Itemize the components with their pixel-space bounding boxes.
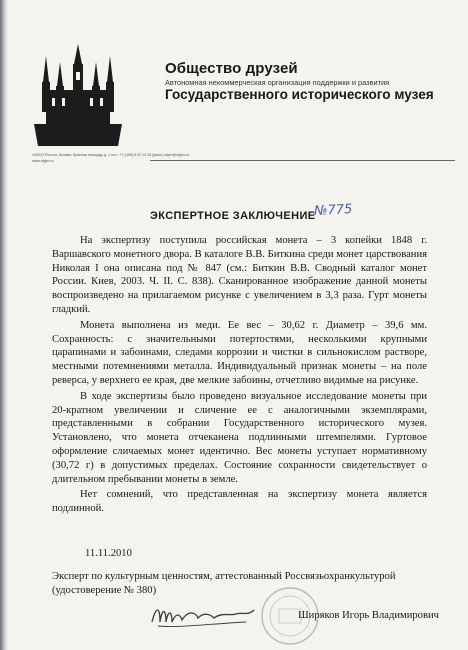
document-date: 11.11.2010 xyxy=(85,548,132,559)
header-contacts: 109012 Россия, Москва, Красная площадь д. 1 тел.: +7 (495) 6 92 13 28 (факс) ofgim@ofgim.ru www.ofgim.ru xyxy=(32,153,190,163)
org-name: Общество друзей xyxy=(165,60,298,77)
body-paragraph-1: На экспертизу поступила российская монета – 3 копейки 1848 г. Варшавского монетного двора. В каталоге В.В. Биткина среди монет царствования Николая I она описана под № 847 (см.: Биткин В.В. Сводный каталог монет России. Киев, 2003. Ч. II. С. 838). Сканированное изображение данной монеты воспроизведено на прилагаемом рисунке с увеличением в 3,3 раза. Гурт монеты гладкий. xyxy=(52,235,427,315)
document-title: ЭКСПЕРТНОЕ ЗАКЛЮЧЕНИЕ xyxy=(150,210,316,222)
body-paragraph-2: Монета выполнена из меди. Ее вес – 30,62 г. Диаметр – 39,6 мм. Сохранность: с значительными потертостями, несколькими крупными царапинами и забоинами, следами коррозии и чистки в сильнокислом растворе, местными потемнениями металла. Индивидуальный признак монеты – на поле реверса, у верхнего ее края, две мелкие забоины, отчетливо видимые на рисунке. xyxy=(52,319,427,386)
expert-credentials-line2: (удостоверение № 380) xyxy=(52,584,157,596)
header-divider xyxy=(150,160,455,161)
document-body xyxy=(52,234,427,518)
museum-building-logo xyxy=(32,42,124,148)
expert-name: Ширяков Игорь Владимирович xyxy=(298,610,439,621)
expert-credentials-line1: Эксперт по культурным ценностям, аттестованный Россвязьохранкультурой xyxy=(52,571,396,582)
body-paragraph-4: Нет сомнений, что представленная на экспертизу монета является подлинной. xyxy=(52,489,427,515)
handwritten-signature xyxy=(148,600,258,632)
body-paragraph-3: В ходе экспертизы было проведено визуальное исследование монеты при 20-кратном увеличении и сличение ее с аналогичными экземплярами, представленными в собрании Государственного исторического музея. Установлено, что монета отчеканена подлинными штемпелями. Гуртовое оформление сличаемых монет идентично. Вес монеты уступает нормативному (30,72 г) в допустимых пределах. Состояние сохранности свидетельствует о длительном пребывании монеты в земле. xyxy=(52,390,427,485)
document-number-handwritten: №775 xyxy=(313,202,353,219)
org-museum-name: Государственного исторического музея xyxy=(165,87,434,102)
binding-shadow xyxy=(0,0,8,650)
expert-credentials xyxy=(52,570,442,598)
org-subtitle: Автономная некоммерческая организация поддержки и развития xyxy=(165,78,390,87)
